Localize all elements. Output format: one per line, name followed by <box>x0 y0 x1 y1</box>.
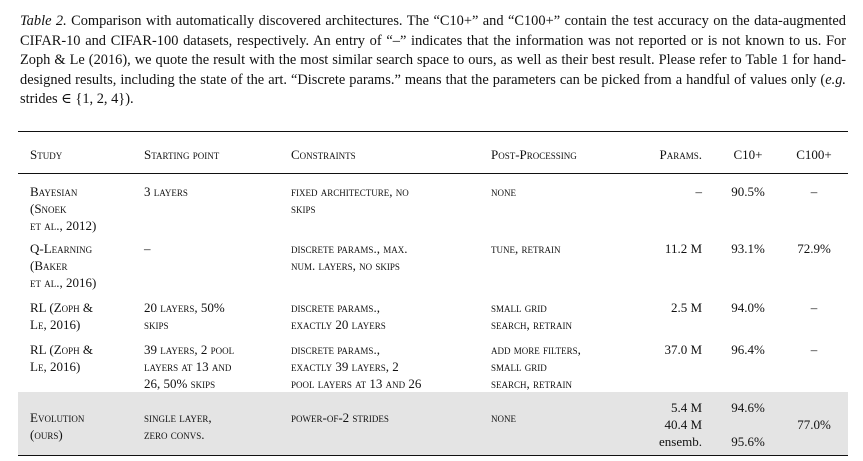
row-4-study-line-1: RL (Zoph & <box>30 342 94 357</box>
row-4-start-line-3: 26, 50% skips <box>144 376 216 391</box>
row-1-post-line-1: none <box>491 184 516 199</box>
row-2-study-line-2: (Baker <box>30 258 68 273</box>
caption-eg: e.g. <box>825 71 846 88</box>
row-4-start-line-2: layers at 13 and <box>144 359 232 374</box>
row-4-post-line-1: add more filters, <box>491 342 581 357</box>
row-1-params-line-1: – <box>695 184 702 199</box>
row-1-study-line-2: (Snoek <box>30 201 67 216</box>
row-5-post-line-1: none <box>491 410 516 425</box>
row-4-constraints-line-1: discrete params., <box>291 342 380 357</box>
row-5-start-line-2: zero convs. <box>144 427 205 442</box>
caption-tail: strides ∈ {1, 2, 4}). <box>20 91 134 107</box>
row-2-constraints-line-1: discrete params., max. <box>291 241 408 256</box>
row-1-study-line-3: et al., 2012) <box>30 218 97 233</box>
row-3-c10plus-line-1: 94.0% <box>731 300 765 315</box>
row-5-params-line-3: ensemb. <box>659 434 702 449</box>
row-2-c10plus-line-1: 93.1% <box>731 241 765 256</box>
row-3-study-line-2: Le, 2016) <box>30 317 81 332</box>
table-bottom-rule <box>18 455 848 456</box>
row-4-constraints-line-2: exactly 39 layers, 2 <box>291 359 399 374</box>
row-5-study-line-2: (ours) <box>30 427 63 442</box>
row-1-constraints-line-2: skips <box>291 201 316 216</box>
row-4-params-line-1: 37.0 M <box>664 342 702 357</box>
table-top-rule <box>18 131 848 132</box>
row-2-c10plus0: 72.9% <box>797 241 831 256</box>
row-4-post-line-3: search, retrain <box>491 376 573 391</box>
row-3-c10plus0: – <box>810 300 818 315</box>
row-5-constraints-line-1: power-of-2 strides <box>291 410 389 425</box>
header-starting-point: Starting point <box>144 147 220 162</box>
row-3-post-line-2: search, retrain <box>491 317 573 332</box>
row-2-params-line-1: 11.2 M <box>664 241 702 256</box>
header-c10: C10+ <box>733 147 763 162</box>
row-1-constraints-line-1: fixed architecture, no <box>291 184 409 199</box>
table-caption <box>20 12 846 110</box>
row-3-constraints-line-2: exactly 20 layers <box>291 317 386 332</box>
row-3-post-line-1: small grid <box>491 300 547 315</box>
header-params: Params. <box>659 147 702 162</box>
row-5-c10plus-line-1: 94.6% <box>731 400 765 415</box>
header-c100: C100+ <box>796 147 832 162</box>
row-4-study-line-2: Le, 2016) <box>30 359 81 374</box>
row-2-constraints-line-2: num. layers, no skips <box>291 258 400 273</box>
row-1-c10plus0: – <box>810 184 818 199</box>
row-5-c10plus0: 77.0% <box>797 417 831 432</box>
row-1-start-line-1: 3 layers <box>144 184 188 199</box>
row-3-constraints-line-1: discrete params., <box>291 300 380 315</box>
caption-body: Comparison with automatically discovered architectures. The “C10+” and “C100+” contain the test accuracy on the data-augmented CIFAR-10 and CIFAR-100 datasets, respectively. An entry of “–” indicates that the information was not reported or is not known to us. For Zoph & Le (2016), we quote the result with the most similar search space to ours, as well as their best result. Please refer to Table 1 for hand-designed results, including the state of the art. “Discrete params.” means that the parameters can be picked from a handful of values only ( <box>20 13 846 88</box>
row-3-study-line-1: RL (Zoph & <box>30 300 94 315</box>
row-2-study-line-1: Q-Learning <box>30 241 93 256</box>
row-3-start-line-1: 20 layers, 50% <box>144 300 225 315</box>
row-1-study-line-1: Bayesian <box>30 184 78 199</box>
row-4-start-line-1: 39 layers, 2 pool <box>144 342 235 357</box>
row-5-params-line-1: 5.4 M <box>670 400 702 415</box>
caption-label: Table 2. <box>20 13 67 29</box>
row-4-c10plus0: – <box>810 342 818 357</box>
row-2-start-line-1: – <box>144 241 151 256</box>
row-4-constraints-line-3: pool layers at 13 and 26 <box>291 376 422 391</box>
row-1-c10plus-line-1: 90.5% <box>731 184 765 199</box>
row-5-start-line-1: single layer, <box>144 410 212 425</box>
header-constraints: Constraints <box>291 147 356 162</box>
header-study: Study <box>30 147 63 162</box>
row-3-start-line-2: skips <box>144 317 169 332</box>
row-5-params-line-2: 40.4 M <box>664 417 702 432</box>
row-3-params-line-1: 2.5 M <box>670 300 702 315</box>
row-5-study-line-1: Evolution <box>30 410 85 425</box>
row-5-c10plus-line-3: 95.6% <box>731 434 765 449</box>
table-header-rule <box>18 173 848 174</box>
header-post-processing: Post-Processing <box>491 147 577 162</box>
row-2-study-line-3: et al., 2016) <box>30 275 97 290</box>
row-4-c10plus-line-1: 96.4% <box>731 342 765 357</box>
row-2-post-line-1: tune, retrain <box>491 241 561 256</box>
row-4-post-line-2: small grid <box>491 359 547 374</box>
